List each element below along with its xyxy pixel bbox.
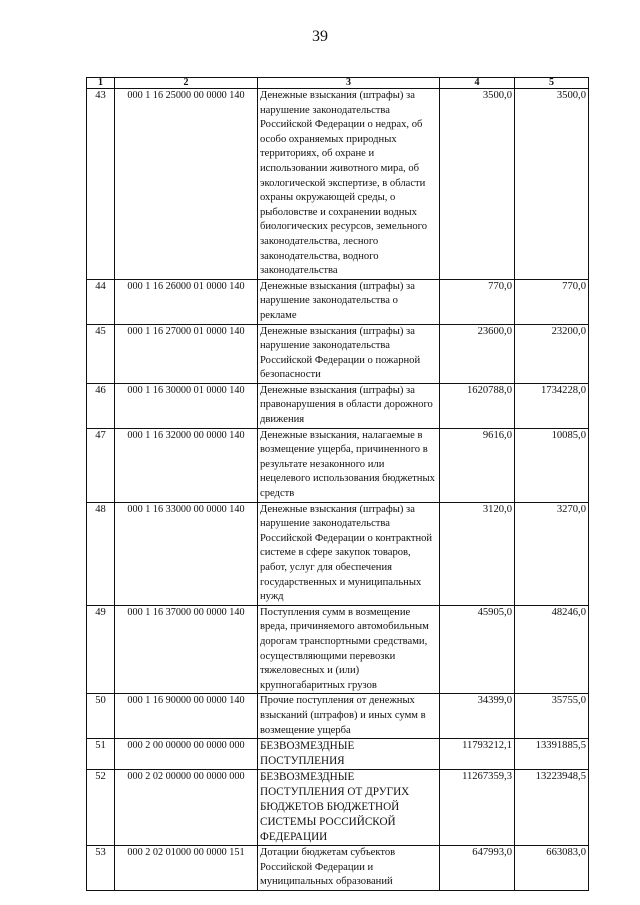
revenue-name: Денежные взыскания (штрафы) за нарушение законодательства Российской Федерации о недрах, об особо охраняемых природных территориях, об охране и использовании животного мира, об экологической экспертизе, в области охраны окружающей среды, о рыболовстве и сохранении водных биологических ресурсов, земельного законодательства, лесного законодательства, водного законодательства (258, 89, 440, 280)
revenue-name: БЕЗВОЗМЕЗДНЫЕ ПОСТУПЛЕНИЯ ОТ ДРУГИХ БЮДЖЕТОВ БЮДЖЕТНОЙ СИСТЕМЫ РОССИЙСКОЙ ФЕДЕРАЦИИ (258, 770, 440, 846)
classification-code: 000 2 02 01000 00 0000 151 (115, 846, 258, 891)
revenue-name: Денежные взыскания (штрафы) за нарушение законодательства Российской Федерации о контрактной системе в сфере закупок товаров, работ, услуг для обеспечения государственных и муниципальных нужд (258, 502, 440, 605)
column-header-5: 5 (515, 78, 589, 89)
amount-col4: 9616,0 (440, 428, 515, 502)
amount-col5: 663083,0 (515, 846, 589, 891)
classification-code: 000 1 16 30000 01 0000 140 (115, 383, 258, 428)
revenue-name: Поступления сумм в возмещение вреда, причиняемого автомобильным дорогам транспортными средствами, осуществляющими перевозки тяжеловесных и (или) крупногабаритных грузов (258, 605, 440, 694)
revenue-name: Дотации бюджетам субъектов Российской Федерации и муниципальных образований (258, 846, 440, 891)
page-number: 39 (312, 28, 328, 45)
amount-col4: 11793212,1 (440, 739, 515, 770)
row-number: 46 (87, 383, 115, 428)
amount-col4: 34399,0 (440, 694, 515, 739)
classification-code: 000 2 00 00000 00 0000 000 (115, 739, 258, 770)
table-row (87, 846, 589, 891)
row-number: 51 (87, 739, 115, 770)
classification-code: 000 1 16 26000 01 0000 140 (115, 279, 258, 324)
amount-col4: 1620788,0 (440, 383, 515, 428)
table-row (87, 428, 589, 502)
revenue-table (86, 77, 589, 891)
table-header-row (87, 78, 589, 89)
row-number: 48 (87, 502, 115, 605)
amount-col4: 770,0 (440, 279, 515, 324)
table-row (87, 770, 589, 846)
row-number: 49 (87, 605, 115, 694)
revenue-name: БЕЗВОЗМЕЗДНЫЕ ПОСТУПЛЕНИЯ (258, 739, 440, 770)
table-body (87, 89, 589, 891)
amount-col5: 13391885,5 (515, 739, 589, 770)
classification-code: 000 1 16 90000 00 0000 140 (115, 694, 258, 739)
table-row (87, 279, 589, 324)
table-row (87, 694, 589, 739)
amount-col4: 11267359,3 (440, 770, 515, 846)
amount-col5: 770,0 (515, 279, 589, 324)
table-row (87, 605, 589, 694)
classification-code: 000 2 02 00000 00 0000 000 (115, 770, 258, 846)
row-number: 44 (87, 279, 115, 324)
amount-col5: 1734228,0 (515, 383, 589, 428)
row-number: 47 (87, 428, 115, 502)
column-header-1: 1 (87, 78, 115, 89)
amount-col5: 35755,0 (515, 694, 589, 739)
amount-col4: 3500,0 (440, 89, 515, 280)
column-header-3: 3 (258, 78, 440, 89)
row-number: 43 (87, 89, 115, 280)
column-header-2: 2 (115, 78, 258, 89)
amount-col5: 3270,0 (515, 502, 589, 605)
amount-col5: 13223948,5 (515, 770, 589, 846)
classification-code: 000 1 16 37000 00 0000 140 (115, 605, 258, 694)
table-row (87, 739, 589, 770)
revenue-name: Прочие поступления от денежных взысканий (штрафов) и иных сумм в возмещение ущерба (258, 694, 440, 739)
amount-col4: 45905,0 (440, 605, 515, 694)
row-number: 50 (87, 694, 115, 739)
revenue-name: Денежные взыскания (штрафы) за нарушение законодательства Российской Федерации о пожарной безопасности (258, 324, 440, 383)
amount-col5: 23200,0 (515, 324, 589, 383)
amount-col5: 48246,0 (515, 605, 589, 694)
amount-col4: 23600,0 (440, 324, 515, 383)
classification-code: 000 1 16 33000 00 0000 140 (115, 502, 258, 605)
amount-col5: 3500,0 (515, 89, 589, 280)
amount-col5: 10085,0 (515, 428, 589, 502)
row-number: 53 (87, 846, 115, 891)
table-row (87, 502, 589, 605)
column-header-4: 4 (440, 78, 515, 89)
table-row (87, 383, 589, 428)
classification-code: 000 1 16 32000 00 0000 140 (115, 428, 258, 502)
amount-col4: 647993,0 (440, 846, 515, 891)
row-number: 45 (87, 324, 115, 383)
classification-code: 000 1 16 25000 00 0000 140 (115, 89, 258, 280)
revenue-name: Денежные взыскания (штрафы) за правонарушения в области дорожного движения (258, 383, 440, 428)
row-number: 52 (87, 770, 115, 846)
revenue-name: Денежные взыскания (штрафы) за нарушение законодательства о рекламе (258, 279, 440, 324)
classification-code: 000 1 16 27000 01 0000 140 (115, 324, 258, 383)
table-row (87, 89, 589, 280)
amount-col4: 3120,0 (440, 502, 515, 605)
table-row (87, 324, 589, 383)
revenue-name: Денежные взыскания, налагаемые в возмещение ущерба, причиненного в результате незаконного или нецелевого использования бюджетных средств (258, 428, 440, 502)
